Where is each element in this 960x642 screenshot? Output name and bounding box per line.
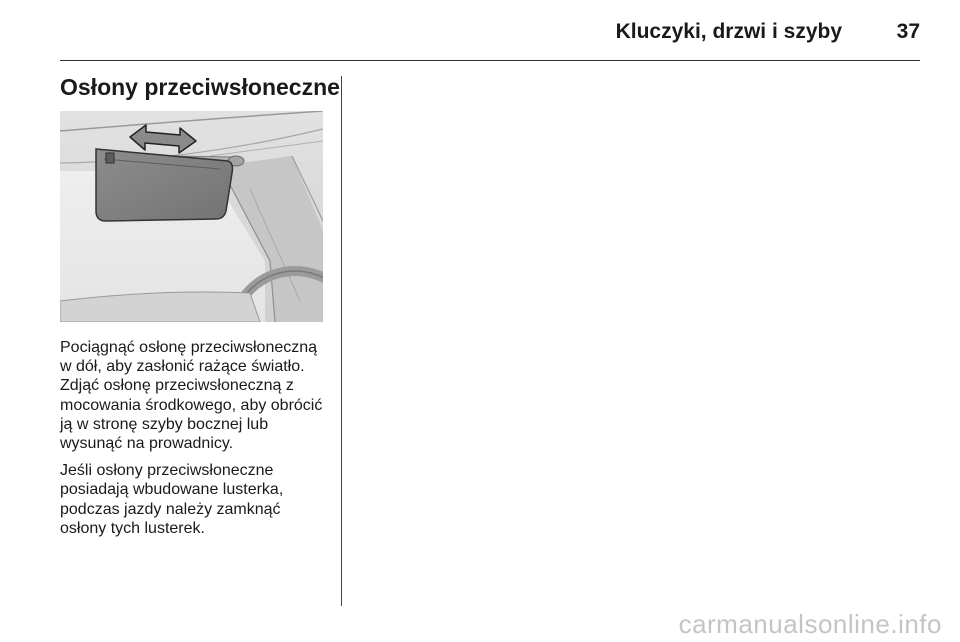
- column-divider: [341, 76, 342, 606]
- sun-visor-illustration-svg: [60, 111, 323, 322]
- section-heading: Osłony przeciwsłoneczne: [60, 74, 340, 100]
- paragraph-1: Pociągnąć osłonę przeciwsłoneczną w dół, aby zasłonić rażące światło. Zdjąć osłonę przeciwsłoneczną z mocowania środkowego, aby obrócić ją w stronę szyby bocznej lub wysunąć na prowadnicy.: [60, 339, 323, 453]
- running-header: [0, 14, 920, 54]
- running-title: Kluczyki, drzwi i szyby: [615, 20, 842, 43]
- body-text: [60, 338, 330, 546]
- sun-visor-illustration: [60, 111, 323, 322]
- header-rule: [60, 60, 920, 61]
- page-number: 37: [896, 20, 920, 43]
- paragraph-2: Jeśli osłony przeciwsłoneczne posiadają wbudowane lusterka, podczas jazdy należy zamknąć osłony tych lusterek.: [60, 462, 284, 537]
- watermark: carmanualsonline.info: [678, 609, 942, 639]
